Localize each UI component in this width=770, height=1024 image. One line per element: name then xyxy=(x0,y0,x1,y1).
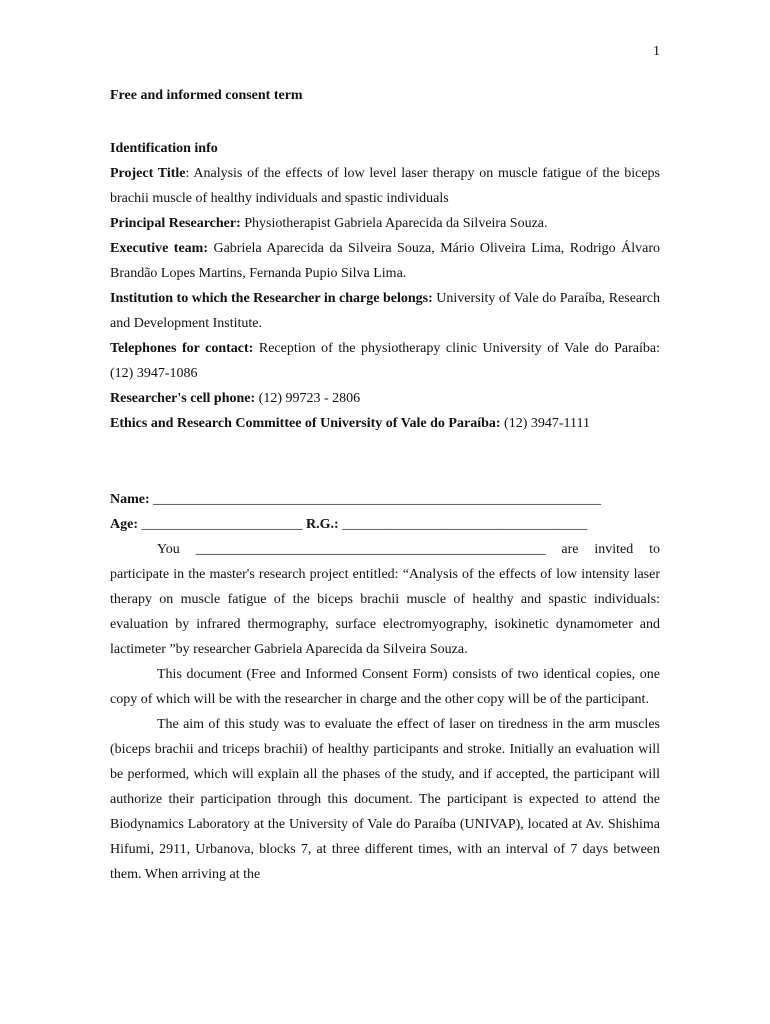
copies-paragraph: This document (Free and Informed Consent Form) consists of two identical copies, one copy of which will be with the researcher in charge and the other copy will be of the participant. xyxy=(110,667,660,707)
identification-section xyxy=(110,136,660,436)
study-aim-paragraph: The aim of this study was to evaluate the effect of laser on tiredness in the arm muscles (biceps brachii and triceps brachii) of healthy participants and stroke. Initially an evaluation will be performed, which will explain all the phases of the study, and if accepted, the participant will authorize their participation through this document. The participant is expected to attend the Biodynamics Laboratory at the University of Vale do Paraíba (UNIVAP), located at Av. Shishima Hifumi, 2911, Urbanova, blocks 7, at three different times, with an interval of 7 days between them. When arriving at the xyxy=(110,717,660,882)
executive-team-value: Gabriela Aparecida da Silveira Souza, Mário Oliveira Lima, Rodrigo Álvaro Brandão Lopes Martins, Fernanda Pupio Silva Lima. xyxy=(110,241,660,281)
section-spacer xyxy=(110,436,660,487)
cell-phone-line xyxy=(110,386,660,411)
invitation-paragraph: You __________________________________________________ are invited to participate in the master's research project entitled: “Analysis of the effects of low intensity laser therapy on muscle fatigue of the biceps brachii muscle of healthy and spastic individuals: evaluation by infrared thermography, surface electromyography, isokinetic dynamometer and lactimeter ”by researcher Gabriela Aparecida da Silveira Souza. xyxy=(110,542,660,657)
project-title-label: Project Title xyxy=(110,166,186,181)
institution-value: University of Vale do Paraíba, Research and Development Institute. xyxy=(110,291,661,331)
document-title: Free and informed consent term xyxy=(110,88,303,103)
executive-team-line xyxy=(110,236,660,286)
age-label: Age: xyxy=(110,517,138,532)
rg-label: R.G.: xyxy=(306,517,339,532)
cell-phone-value: (12) 99723 - 2806 xyxy=(255,391,361,406)
name-blank: ________________________________________________________________ xyxy=(149,492,602,507)
ethics-committee-value: (12) 3947-1111 xyxy=(500,416,590,431)
telephones-value: Reception of the physiotherapy clinic University of Vale do Paraíba: (12) 3947-1086 xyxy=(110,341,660,381)
identification-heading: Identification info xyxy=(110,141,218,156)
age-rg-field-line xyxy=(110,512,660,537)
name-field-line xyxy=(110,487,660,512)
ethics-committee-label: Ethics and Research Committee of University of Vale do Paraíba: xyxy=(110,416,501,431)
participant-form xyxy=(110,487,660,537)
rg-blank: ___________________________________ xyxy=(338,517,588,532)
institution-line xyxy=(110,286,660,336)
principal-researcher-line xyxy=(110,211,660,236)
telephones-line xyxy=(110,336,660,386)
telephones-label: Telephones for contact: xyxy=(110,341,254,356)
executive-team-label: Executive team: xyxy=(110,241,208,256)
principal-researcher-value: Physiotherapist Gabriela Aparecida da Silveira Souza. xyxy=(240,216,548,231)
age-blank: _______________________ xyxy=(138,517,306,532)
project-title-value: : Analysis of the effects of low level laser therapy on muscle fatigue of the biceps brachii muscle of healthy individuals and spastic individuals xyxy=(110,166,660,206)
ethics-committee-line xyxy=(110,411,660,436)
institution-label: Institution to which the Researcher in charge belongs: xyxy=(110,291,433,306)
cell-phone-label: Researcher's cell phone: xyxy=(110,391,256,406)
consent-text xyxy=(110,537,660,887)
principal-researcher-label: Principal Researcher: xyxy=(110,216,241,231)
project-title-line xyxy=(110,161,660,211)
page-number: 1 xyxy=(653,44,660,59)
document-body xyxy=(110,86,660,887)
name-label: Name: xyxy=(110,492,150,507)
